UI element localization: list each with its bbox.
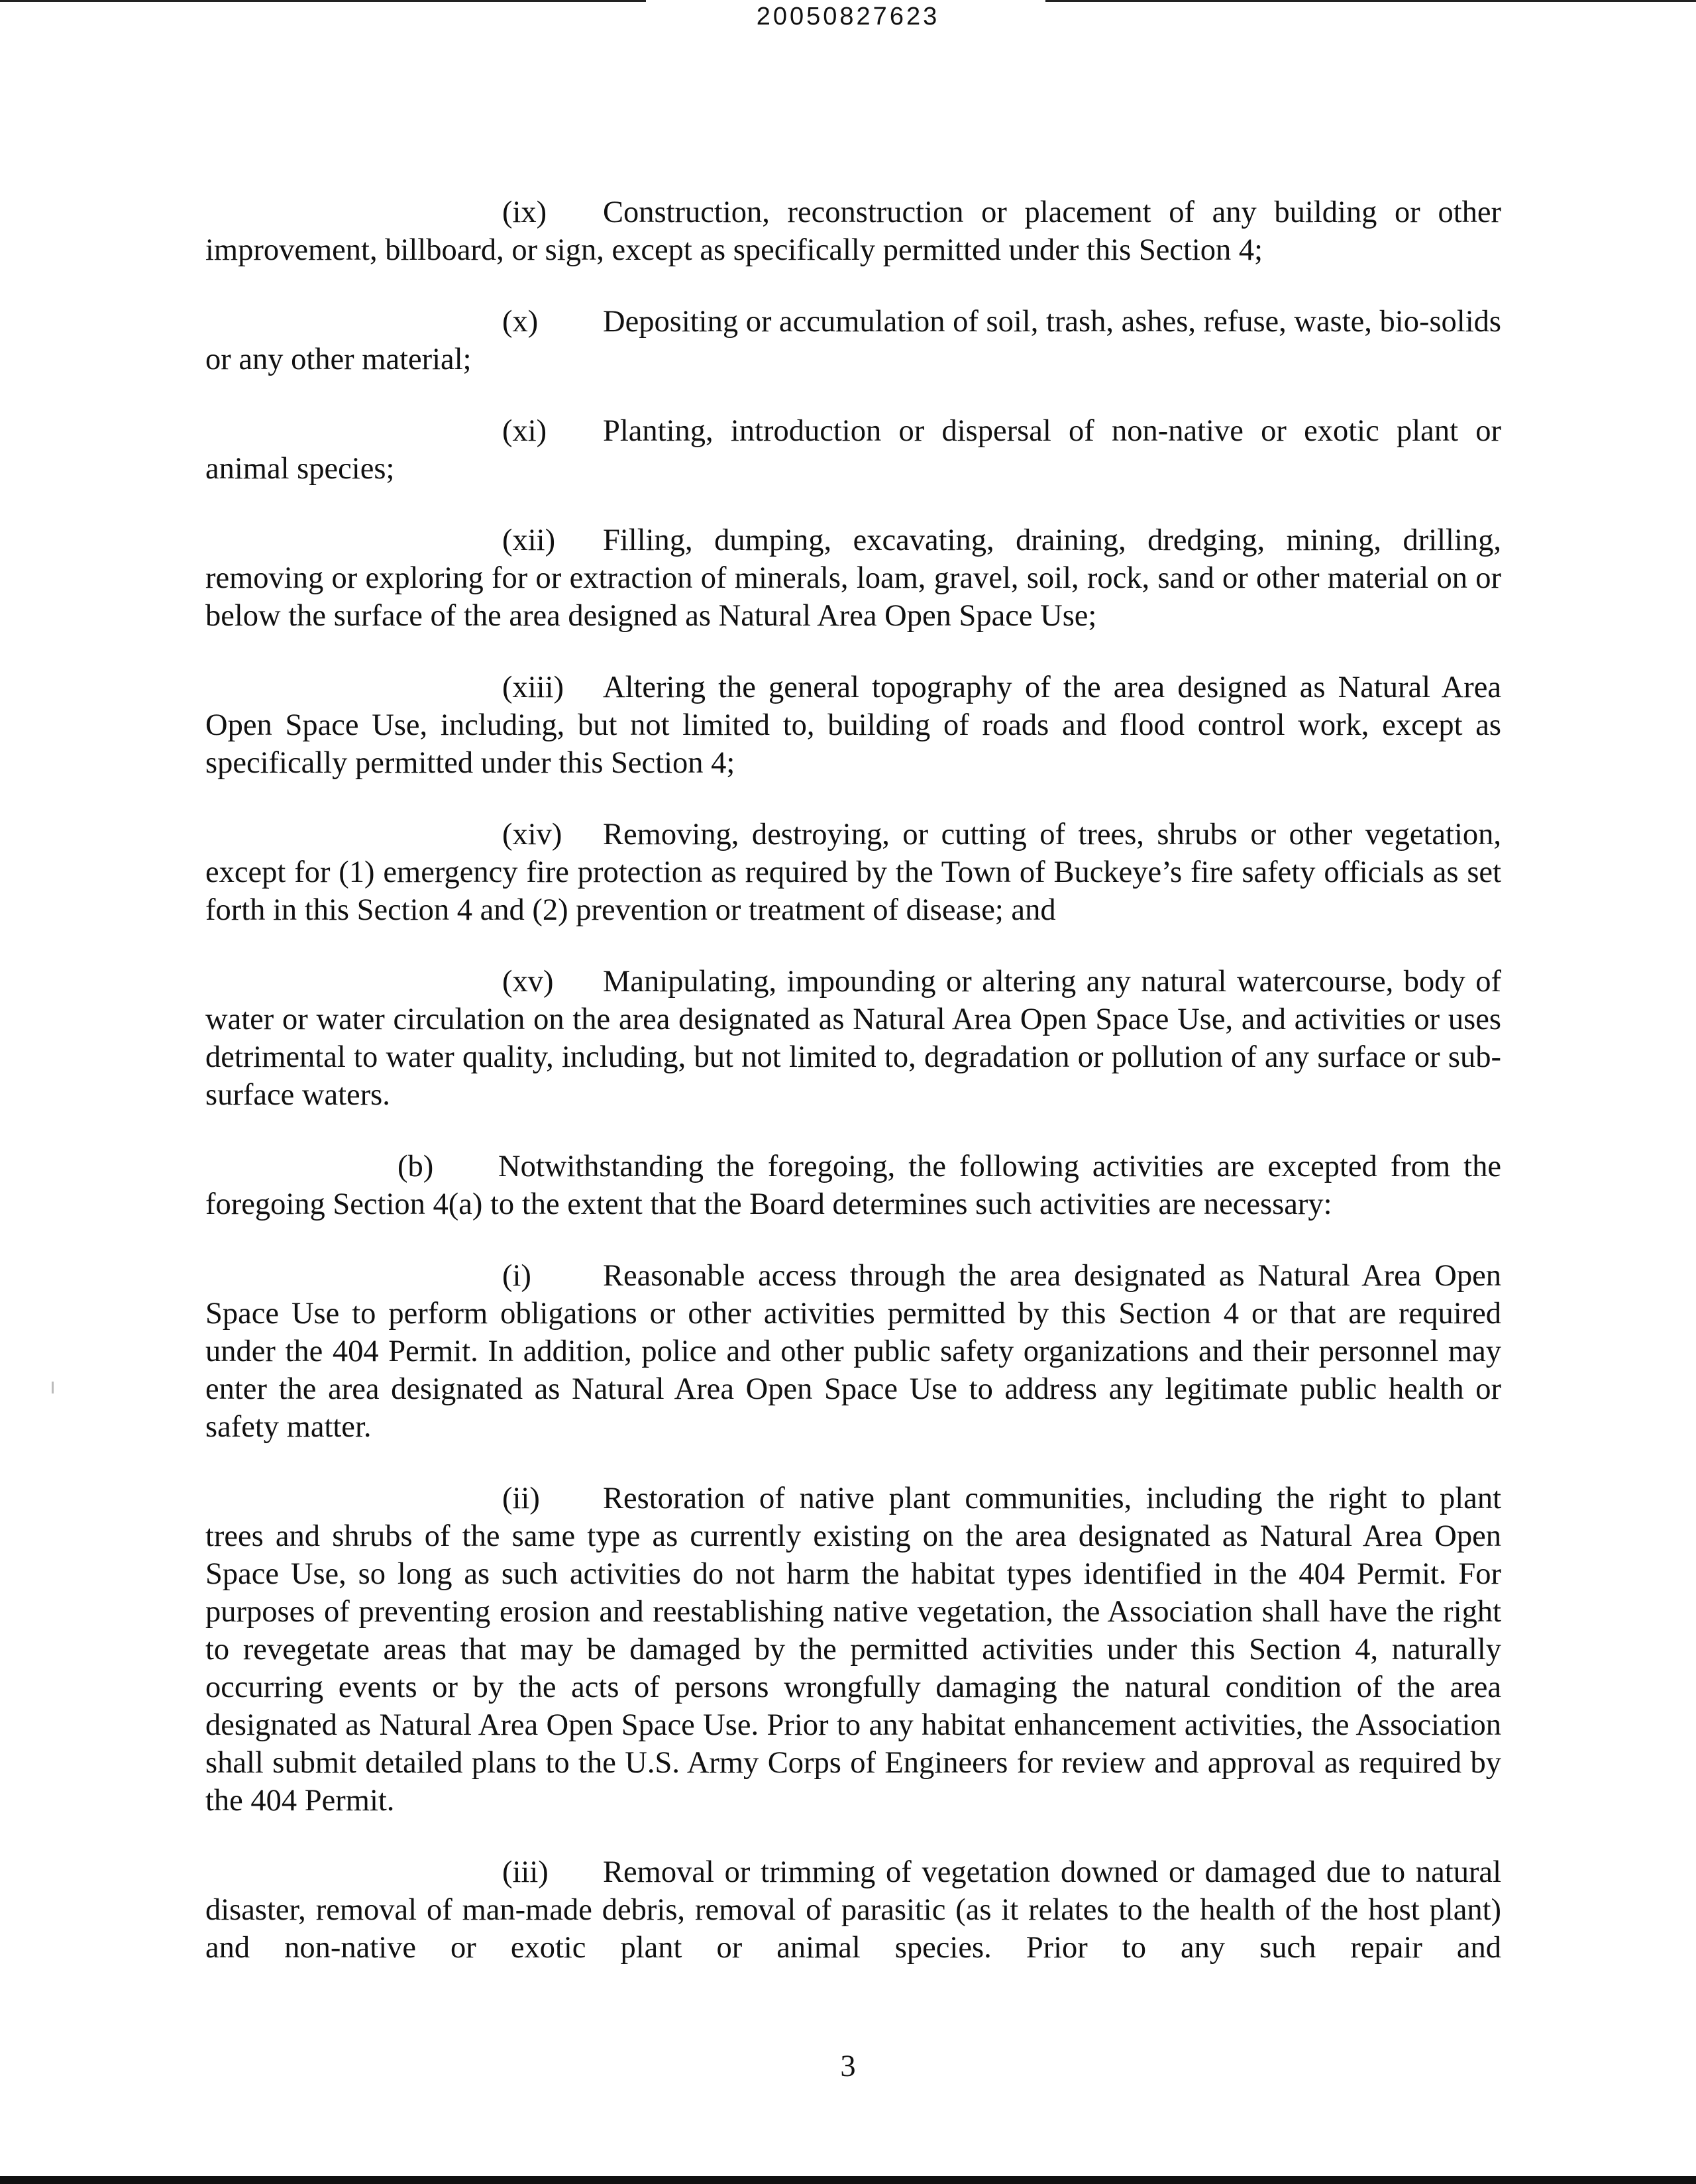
document-number: 20050827623 xyxy=(756,3,940,30)
top-rule-right xyxy=(1045,0,1696,2)
paragraph-text: Altering the general topography of the area designed as Natural Area Open Space Use, including, but not limited to, building of roads and flood control work, except as specifically permitted under this Section 4; xyxy=(205,671,1501,780)
bottom-rule xyxy=(0,2176,1696,2184)
paragraph-number: (i) xyxy=(502,1259,531,1293)
paragraph-text: Manipulating, impounding or altering any natural watercourse, body of water or water circulation on the area designated as Natural Area Open Space Use, and activities or uses detrimental to water quality, including, but not limited to, degradation or pollution of any surface or sub-surface waters. xyxy=(205,965,1501,1112)
paragraph-number: (xiv) xyxy=(502,818,562,851)
paragraph-text: Notwithstanding the foregoing, the following activities are excepted from the foregoing Section 4(a) to the extent that the Board determines such activities are necessary: xyxy=(205,1150,1501,1221)
paragraph-number: (b) xyxy=(398,1150,434,1183)
paragraph-text: Removal or trimming of vegetation downed or damaged due to natural disaster, removal of man-made debris, removal of parasitic (as it relates to the health of the host plant) and non-native or exotic plant or animal species. Prior to any such repair and xyxy=(205,1855,1501,1965)
paragraph-ix xyxy=(205,193,1501,269)
paragraph-xv xyxy=(205,963,1501,1114)
paragraph-number: (ii) xyxy=(502,1482,540,1515)
top-rule-left xyxy=(0,0,646,2)
paragraph-text: Reasonable access through the area designated as Natural Area Open Space Use to perform obligations or other activities permitted by this Section 4 or that are required under the 404 Permit. In addition, police and other public safety organizations and their personnel may enter the area designated as Natural Area Open Space Use to address any legitimate public health or safety matter. xyxy=(205,1259,1501,1444)
paragraph-xi xyxy=(205,412,1501,488)
paragraph-number: (x) xyxy=(502,305,539,339)
paragraph-b xyxy=(205,1148,1501,1223)
margin-speck xyxy=(52,1382,54,1393)
paragraph-i xyxy=(205,1257,1501,1446)
paragraph-text: Removing, destroying, or cutting of trees, shrubs or other vegetation, except for (1) emergency fire protection as required by the Town of Buckeye’s fire safety officials as set forth in this Section 4 and (2) prevention or treatment of disease; and xyxy=(205,818,1501,927)
paragraph-xiv xyxy=(205,816,1501,929)
paragraph-xiii xyxy=(205,669,1501,782)
paragraph-text: Depositing or accumulation of soil, trash, ashes, refuse, waste, bio-solids or any other material; xyxy=(205,305,1501,376)
paragraph-text: Filling, dumping, excavating, draining, dredging, mining, drilling, removing or exploring for or extraction of minerals, loam, gravel, soil, rock, sand or other material on or below the surface of the area designed as Natural Area Open Space Use; xyxy=(205,523,1501,633)
paragraph-number: (iii) xyxy=(502,1855,549,1889)
paragraph-number: (xii) xyxy=(502,523,556,557)
paragraph-iii xyxy=(205,1853,1501,1967)
paragraph-number: (xiii) xyxy=(502,671,564,704)
paragraph-x xyxy=(205,303,1501,378)
paragraph-ii xyxy=(205,1480,1501,1820)
paragraph-xii xyxy=(205,521,1501,635)
page-body xyxy=(205,193,1501,2000)
paragraph-number: (xv) xyxy=(502,965,554,999)
paragraph-text: Construction, reconstruction or placement of any building or other improvement, billboard, or sign, except as specifically permitted under this Section 4; xyxy=(205,195,1501,267)
paragraph-text: Restoration of native plant communities, including the right to plant trees and shrubs of the same type as currently existing on the area designated as Natural Area Open Space Use, so long as such activities do not harm the habitat types identified in the 404 Permit. For purposes of preventing erosion and reestablishing native vegetation, the Association shall have the right to revegetate areas that may be damaged by the permitted activities under this Section 4, naturally occurring events or by the acts of persons wrongfully damaging the natural condition of the area designated as Natural Area Open Space Use. Prior to any habitat enhancement activities, the Association shall submit detailed plans to the U.S. Army Corps of Engineers for review and approval as required by the 404 Permit. xyxy=(205,1482,1501,1818)
paragraph-number: (xi) xyxy=(502,414,547,448)
paragraph-text: Planting, introduction or dispersal of non-native or exotic plant or animal species; xyxy=(205,414,1501,486)
paragraph-number: (ix) xyxy=(502,195,547,229)
page-number: 3 xyxy=(840,2049,856,2083)
